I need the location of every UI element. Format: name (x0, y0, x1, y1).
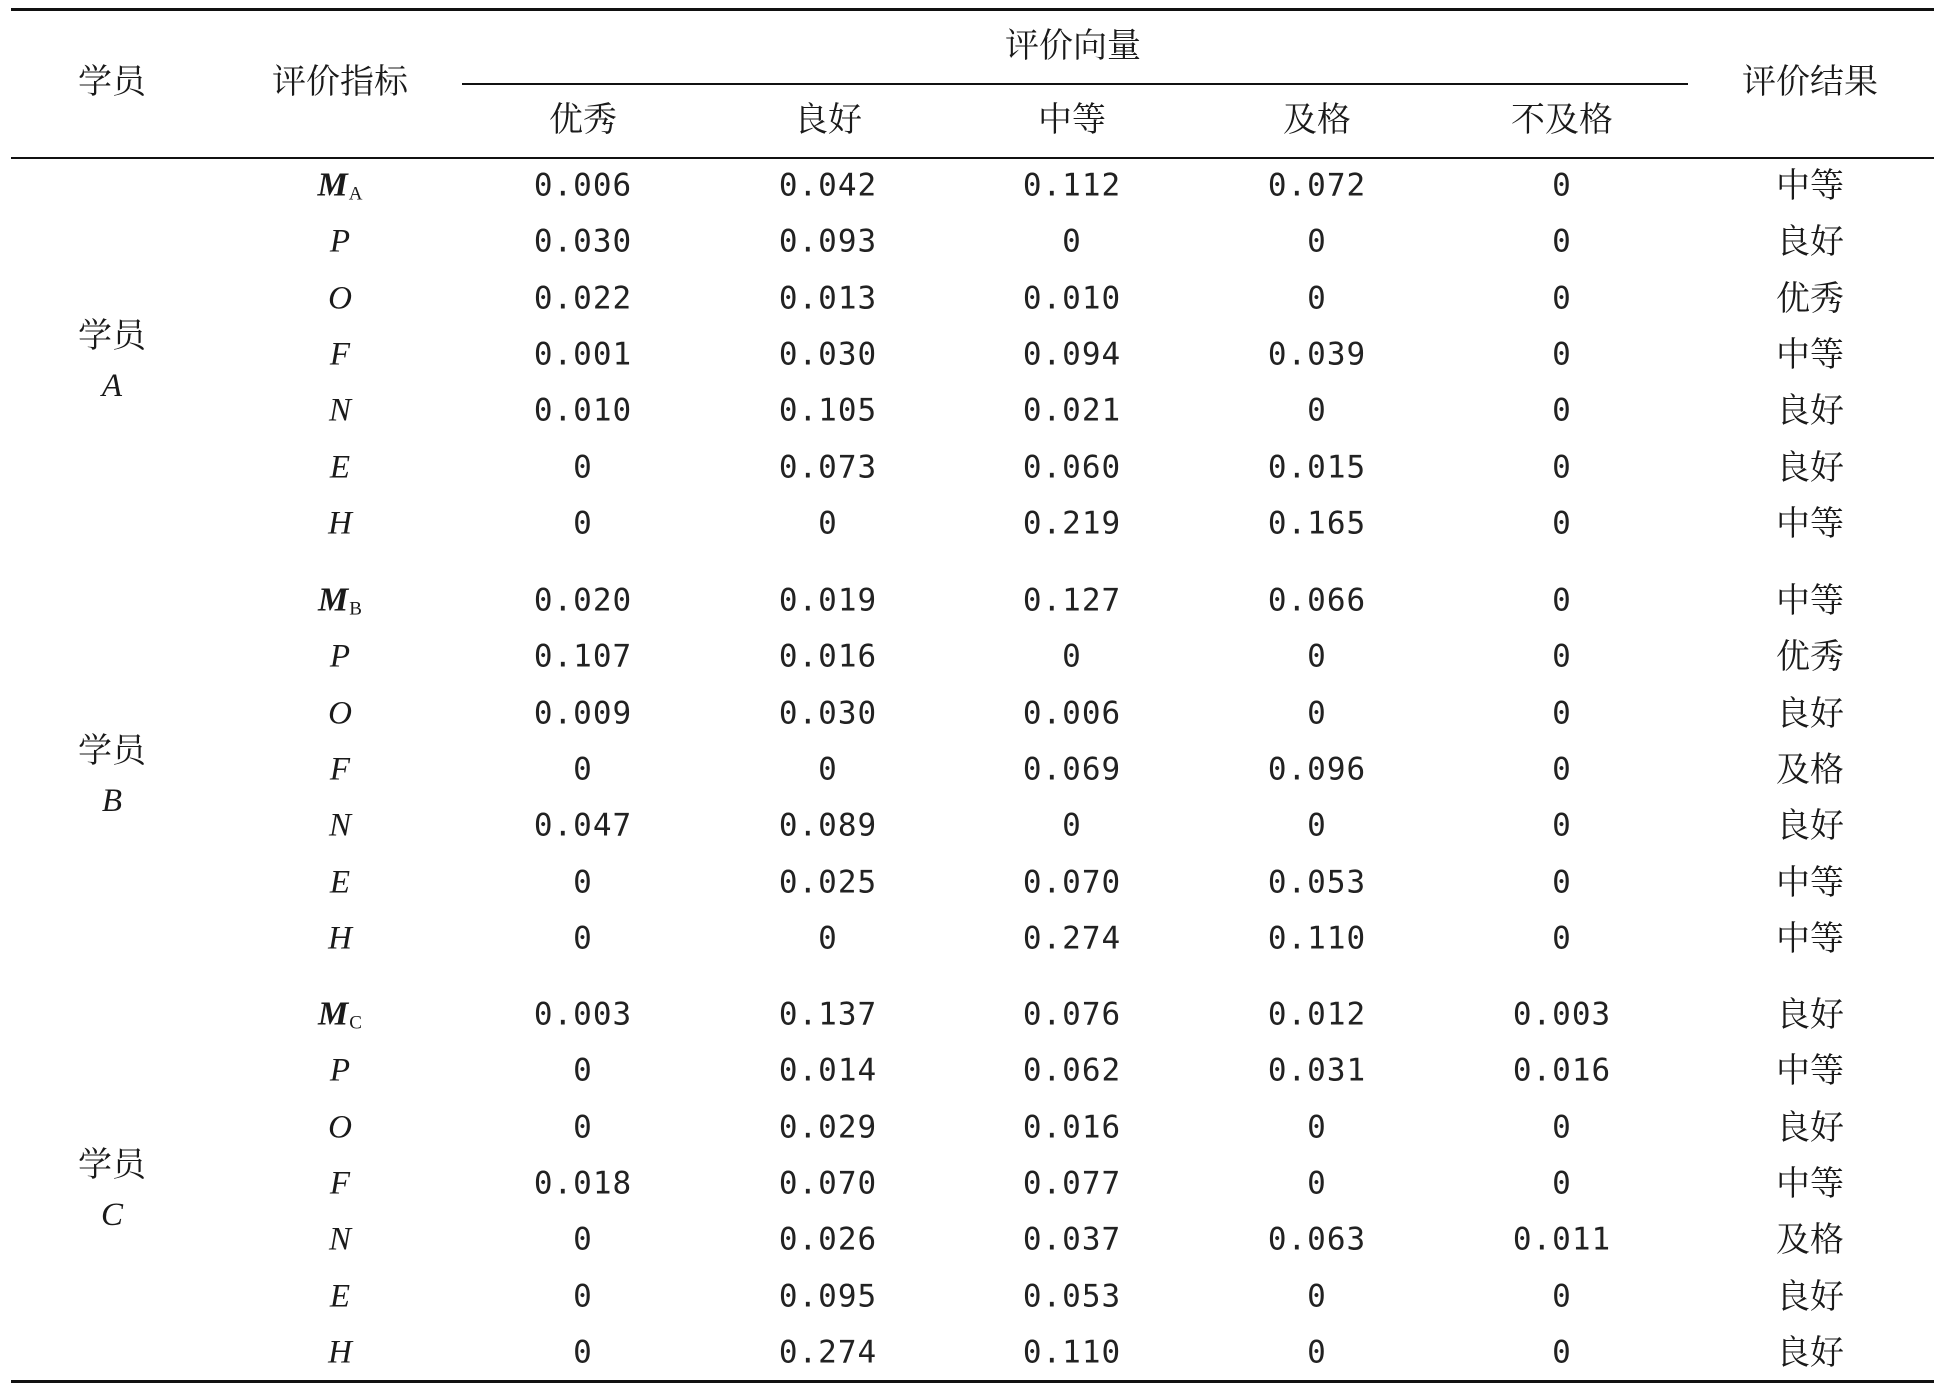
value-cell-fail: 0 (1552, 807, 1572, 844)
result-cell: 及格 (1776, 1220, 1844, 1261)
value-cell-good: 0.026 (778, 1221, 878, 1258)
value-cell-good: 0 (818, 751, 838, 788)
value-cell-pass: 0.072 (1267, 167, 1367, 204)
indicator-cell: F (329, 751, 351, 788)
result-cell: 中等 (1776, 581, 1844, 621)
value-cell-fail: 0 (1552, 1278, 1572, 1314)
result-cell: 良好 (1776, 1276, 1844, 1317)
student-label (78, 311, 146, 411)
value-cell-pass: 0 (1307, 280, 1327, 317)
header-grade-excellent: 优秀 (549, 100, 617, 140)
header-student: 学员 (78, 62, 146, 102)
value-cell-medium: 0.060 (1022, 449, 1122, 485)
value-cell-excellent: 0.003 (533, 996, 633, 1033)
value-cell-fail: 0 (1552, 336, 1572, 373)
value-cell-good: 0.013 (778, 280, 878, 317)
value-cell-medium: 0.274 (1022, 920, 1122, 957)
value-cell-pass: 0.031 (1267, 1052, 1367, 1089)
indicator-symbol: M (318, 581, 349, 619)
indicator-cell (318, 581, 362, 620)
value-cell-pass: 0.096 (1267, 751, 1367, 788)
value-cell-medium: 0.110 (1022, 1334, 1122, 1371)
value-cell-pass: 0 (1307, 695, 1327, 732)
value-cell-good: 0.029 (778, 1109, 878, 1146)
value-cell-fail: 0 (1552, 167, 1572, 204)
value-cell-medium: 0.006 (1022, 695, 1122, 732)
value-cell-excellent: 0 (573, 505, 593, 542)
indicator-cell: O (328, 280, 352, 317)
value-cell-pass: 0.012 (1267, 996, 1367, 1033)
indicator-cell: O (328, 695, 352, 732)
header-grade-medium: 中等 (1038, 100, 1106, 140)
header-grade-fail: 不及格 (1511, 100, 1613, 140)
header-indicator: 评价指标 (272, 62, 408, 102)
value-cell-good: 0.016 (778, 638, 878, 675)
result-cell: 中等 (1776, 918, 1844, 959)
value-cell-fail: 0 (1552, 1334, 1572, 1371)
value-cell-excellent: 0.107 (533, 638, 633, 675)
indicator-cell: N (328, 807, 352, 844)
indicator-cell: P (329, 1052, 351, 1089)
result-cell: 良好 (1776, 806, 1844, 847)
value-cell-excellent: 0 (573, 1278, 593, 1314)
value-cell-fail: 0 (1552, 582, 1572, 619)
value-cell-medium: 0.219 (1022, 505, 1122, 542)
value-cell-medium: 0 (1062, 638, 1082, 675)
table-bottom-rule (11, 1380, 1934, 1383)
value-cell-fail: 0 (1552, 1109, 1572, 1146)
value-cell-fail: 0 (1552, 280, 1572, 317)
indicator-symbol: M (317, 166, 348, 204)
value-cell-excellent: 0 (573, 1334, 593, 1371)
student-label (78, 726, 146, 826)
result-cell: 良好 (1776, 391, 1844, 432)
indicator-cell: F (329, 336, 351, 373)
indicator-subscript: C (349, 1012, 362, 1034)
result-cell: 中等 (1776, 1051, 1844, 1092)
value-cell-pass: 0.053 (1267, 864, 1367, 900)
value-cell-pass: 0.063 (1267, 1221, 1367, 1258)
indicator-cell: N (328, 1221, 352, 1258)
value-cell-good: 0.073 (778, 449, 878, 485)
value-cell-excellent: 0.022 (533, 280, 633, 317)
value-cell-fail: 0 (1552, 223, 1572, 260)
value-cell-medium: 0.016 (1022, 1109, 1122, 1146)
value-cell-excellent: 0 (573, 1109, 593, 1146)
value-cell-medium: 0.094 (1022, 336, 1122, 373)
header-vector: 评价向量 (1005, 26, 1141, 66)
value-cell-pass: 0.039 (1267, 336, 1367, 373)
value-cell-pass: 0 (1307, 807, 1327, 844)
header-bottom-rule (11, 157, 1934, 159)
student-label (78, 1140, 146, 1240)
value-cell-fail: 0.011 (1512, 1221, 1612, 1258)
value-cell-fail: 0 (1552, 638, 1572, 675)
value-cell-fail: 0 (1552, 449, 1572, 485)
value-cell-fail: 0 (1552, 695, 1572, 732)
result-cell: 优秀 (1776, 278, 1844, 319)
indicator-symbol: M (318, 995, 349, 1033)
value-cell-medium: 0.021 (1022, 392, 1122, 429)
header-sub-rule (462, 83, 1688, 85)
indicator-cell: P (329, 638, 351, 675)
value-cell-medium: 0.112 (1022, 167, 1122, 204)
result-cell: 中等 (1776, 1163, 1844, 1204)
value-cell-excellent: 0.006 (533, 167, 633, 204)
value-cell-fail: 0 (1552, 392, 1572, 429)
value-cell-medium: 0.062 (1022, 1052, 1122, 1089)
header-result: 评价结果 (1742, 62, 1878, 102)
value-cell-medium: 0.037 (1022, 1221, 1122, 1258)
value-cell-good: 0 (818, 920, 838, 957)
value-cell-excellent: 0.001 (533, 336, 633, 373)
value-cell-fail: 0 (1552, 920, 1572, 957)
indicator-cell: E (329, 864, 351, 900)
indicator-cell: H (328, 920, 352, 957)
result-cell: 良好 (1776, 1332, 1844, 1373)
value-cell-good: 0.070 (778, 1165, 878, 1202)
result-cell: 优秀 (1776, 637, 1844, 678)
value-cell-medium: 0.070 (1022, 864, 1122, 900)
result-cell: 中等 (1776, 862, 1844, 903)
value-cell-medium: 0.127 (1022, 582, 1122, 619)
indicator-subscript: B (349, 598, 362, 620)
value-cell-good: 0.095 (778, 1278, 878, 1314)
value-cell-good: 0.089 (778, 807, 878, 844)
result-cell: 良好 (1776, 1107, 1844, 1148)
value-cell-excellent: 0.018 (533, 1165, 633, 1202)
indicator-cell: O (328, 1109, 352, 1146)
value-cell-good: 0.105 (778, 392, 878, 429)
value-cell-good: 0.025 (778, 864, 878, 900)
result-cell: 中等 (1776, 503, 1844, 544)
student-letter: A (101, 367, 123, 404)
value-cell-excellent: 0 (573, 920, 593, 957)
value-cell-pass: 0.110 (1267, 920, 1367, 957)
value-cell-pass: 0 (1307, 1334, 1327, 1371)
value-cell-good: 0.137 (778, 996, 878, 1033)
value-cell-pass: 0.015 (1267, 449, 1367, 485)
value-cell-medium: 0 (1062, 807, 1082, 844)
value-cell-medium: 0.010 (1022, 280, 1122, 317)
value-cell-fail: 0.003 (1512, 996, 1612, 1033)
result-cell: 良好 (1776, 693, 1844, 734)
value-cell-good: 0.014 (778, 1052, 878, 1089)
value-cell-fail: 0 (1552, 751, 1572, 788)
student-letter: B (101, 782, 123, 819)
value-cell-fail: 0.016 (1512, 1052, 1612, 1089)
indicator-cell (318, 995, 362, 1034)
value-cell-excellent: 0.009 (533, 695, 633, 732)
result-cell: 中等 (1776, 166, 1844, 206)
value-cell-excellent: 0.010 (533, 392, 633, 429)
student-name: 学员 (78, 315, 146, 356)
value-cell-medium: 0 (1062, 223, 1082, 260)
value-cell-good: 0 (818, 505, 838, 542)
indicator-cell: F (329, 1165, 351, 1202)
value-cell-medium: 0.069 (1022, 751, 1122, 788)
value-cell-pass: 0.066 (1267, 582, 1367, 619)
result-cell: 良好 (1776, 995, 1844, 1035)
value-cell-fail: 0 (1552, 864, 1572, 900)
result-cell: 良好 (1776, 447, 1844, 488)
result-cell: 中等 (1776, 334, 1844, 375)
value-cell-good: 0.030 (778, 336, 878, 373)
value-cell-excellent: 0 (573, 449, 593, 485)
value-cell-excellent: 0 (573, 1221, 593, 1258)
indicator-cell: E (329, 1278, 351, 1314)
value-cell-medium: 0.076 (1022, 996, 1122, 1033)
value-cell-pass: 0 (1307, 1165, 1327, 1202)
value-cell-pass: 0 (1307, 1278, 1327, 1314)
header-grade-pass: 及格 (1283, 100, 1351, 140)
value-cell-pass: 0 (1307, 1109, 1327, 1146)
indicator-cell: E (329, 449, 351, 485)
student-name: 学员 (78, 1144, 146, 1185)
indicator-cell: N (328, 392, 352, 429)
value-cell-excellent: 0 (573, 864, 593, 900)
value-cell-medium: 0.077 (1022, 1165, 1122, 1202)
value-cell-good: 0.093 (778, 223, 878, 260)
result-cell: 良好 (1776, 222, 1844, 263)
indicator-cell: H (328, 505, 352, 542)
value-cell-excellent: 0 (573, 1052, 593, 1089)
value-cell-excellent: 0 (573, 751, 593, 788)
value-cell-fail: 0 (1552, 1165, 1572, 1202)
value-cell-excellent: 0.047 (533, 807, 633, 844)
student-letter: C (100, 1196, 123, 1233)
header-grade-good: 良好 (794, 100, 862, 140)
value-cell-good: 0.030 (778, 695, 878, 732)
value-cell-good: 0.274 (778, 1334, 878, 1371)
indicator-cell: H (328, 1334, 352, 1371)
value-cell-pass: 0.165 (1267, 505, 1367, 542)
value-cell-excellent: 0.030 (533, 223, 633, 260)
indicator-cell: P (329, 223, 351, 260)
student-name: 学员 (78, 730, 146, 771)
value-cell-pass: 0 (1307, 638, 1327, 675)
indicator-subscript: A (348, 183, 363, 205)
value-cell-excellent: 0.020 (533, 582, 633, 619)
indicator-cell (317, 166, 363, 205)
result-cell: 及格 (1776, 749, 1844, 790)
value-cell-pass: 0 (1307, 223, 1327, 260)
value-cell-good: 0.019 (778, 582, 878, 619)
value-cell-medium: 0.053 (1022, 1278, 1122, 1314)
value-cell-fail: 0 (1552, 505, 1572, 542)
value-cell-pass: 0 (1307, 392, 1327, 429)
table-top-rule (11, 8, 1934, 11)
value-cell-good: 0.042 (778, 167, 878, 204)
